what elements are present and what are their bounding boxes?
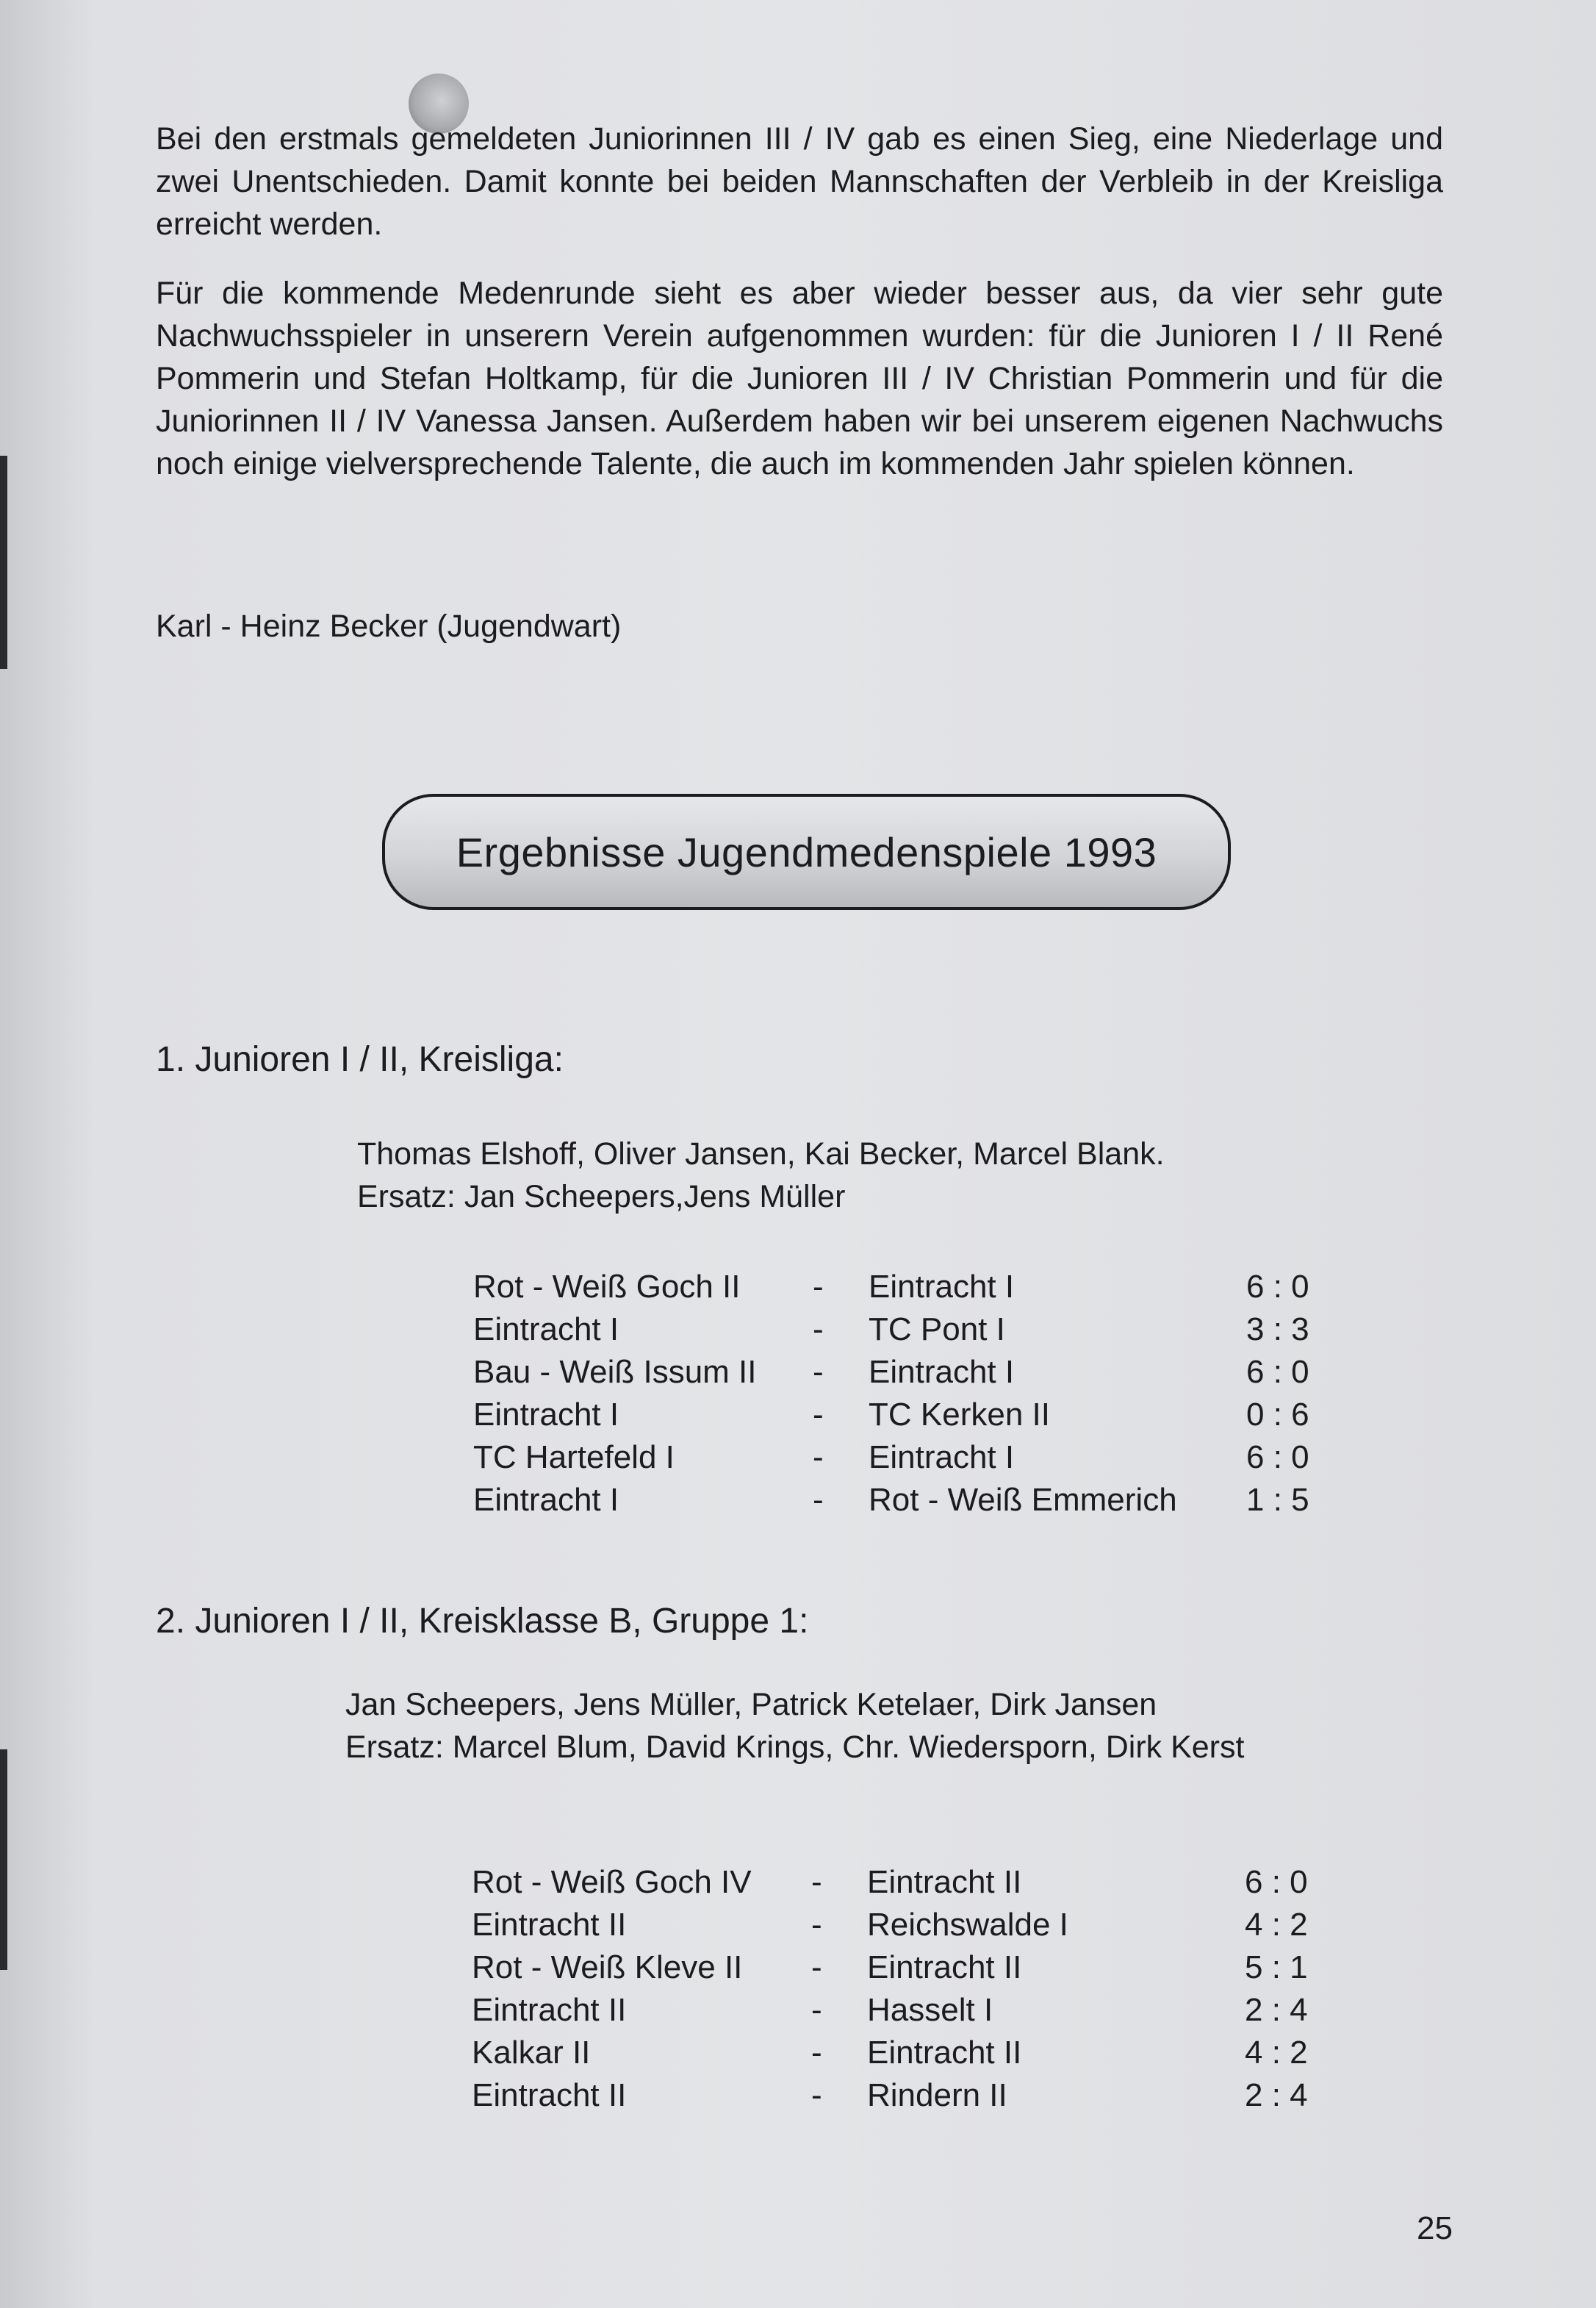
separator: - bbox=[813, 1482, 824, 1518]
away-team: Eintracht I bbox=[869, 1269, 1015, 1305]
binder-clip-mark bbox=[0, 456, 7, 566]
home-team: Rot - Weiß Kleve II bbox=[472, 1949, 743, 1985]
team-1-heading: 1. Junioren I / II, Kreisliga: bbox=[156, 1040, 564, 1079]
separator: - bbox=[811, 1864, 822, 1900]
team-2-results bbox=[472, 1864, 1324, 2120]
score: 5 : 1 bbox=[1245, 1949, 1308, 1985]
page-number: 25 bbox=[1417, 2210, 1453, 2246]
intro-paragraph-1: Bei den erstmals gemeldeten Juniorinnen III / IV gab es einen Sieg, eine Niederlage und zwei Unentschieden. Damit konnte bei beiden Mannschaften der Verbleib in der Kreisliga erreicht werden. bbox=[156, 121, 1443, 242]
away-team: Hasselt I bbox=[867, 1992, 993, 2028]
home-team: Eintracht II bbox=[472, 1907, 627, 1943]
separator: - bbox=[813, 1439, 824, 1475]
score: 6 : 0 bbox=[1246, 1269, 1309, 1305]
score: 4 : 2 bbox=[1245, 1907, 1308, 1943]
home-team: Bau - Weiß Issum II bbox=[473, 1354, 757, 1390]
section-title-box bbox=[382, 794, 1231, 910]
separator: - bbox=[813, 1397, 824, 1433]
match-row bbox=[472, 1992, 1324, 2035]
score: 2 : 4 bbox=[1245, 2077, 1308, 2113]
away-team: Eintracht II bbox=[867, 1949, 1022, 1985]
binder-clip-mark bbox=[0, 1860, 7, 1970]
home-team: Eintracht I bbox=[473, 1311, 619, 1347]
match-row bbox=[473, 1482, 1326, 1524]
team-2-substitutes: Ersatz: Marcel Blum, David Krings, Chr. Wiedersporn, Dirk Kerst bbox=[345, 1730, 1245, 1765]
score: 2 : 4 bbox=[1245, 1992, 1308, 2028]
home-team: Kalkar II bbox=[472, 2035, 591, 2071]
team-1-substitutes: Ersatz: Jan Scheepers,Jens Müller bbox=[357, 1179, 846, 1214]
away-team: Rot - Weiß Emmerich bbox=[869, 1482, 1177, 1518]
separator: - bbox=[811, 2035, 822, 2071]
away-team: Eintracht I bbox=[869, 1354, 1015, 1390]
separator: - bbox=[813, 1311, 824, 1347]
signature: Karl - Heinz Becker (Jugendwart) bbox=[156, 609, 622, 644]
home-team: Eintracht I bbox=[473, 1482, 619, 1518]
match-row bbox=[473, 1439, 1326, 1482]
separator: - bbox=[813, 1354, 824, 1390]
match-row bbox=[472, 2035, 1324, 2077]
match-row bbox=[473, 1354, 1326, 1397]
match-row bbox=[473, 1269, 1326, 1311]
score: 6 : 0 bbox=[1246, 1439, 1309, 1475]
binder-clip-mark bbox=[0, 1749, 7, 1860]
home-team: TC Hartefeld I bbox=[473, 1439, 675, 1475]
score: 6 : 0 bbox=[1246, 1354, 1309, 1390]
score: 1 : 5 bbox=[1246, 1482, 1309, 1518]
home-team: Eintracht II bbox=[472, 1992, 627, 2028]
away-team: Reichswalde I bbox=[867, 1907, 1068, 1943]
section-title: Ergebnisse Jugendmedenspiele 1993 bbox=[456, 828, 1157, 875]
team-1-results bbox=[473, 1269, 1326, 1524]
away-team: TC Kerken II bbox=[869, 1397, 1050, 1433]
team-1-players: Thomas Elshoff, Oliver Jansen, Kai Becker, Marcel Blank. bbox=[357, 1136, 1165, 1172]
match-row bbox=[472, 1864, 1324, 1907]
away-team: Eintracht II bbox=[867, 2035, 1022, 2071]
team-2-roster bbox=[345, 1683, 1308, 1768]
match-row bbox=[472, 2077, 1324, 2120]
separator: - bbox=[811, 1992, 822, 2028]
away-team: Rindern II bbox=[867, 2077, 1007, 2113]
score: 6 : 0 bbox=[1245, 1864, 1308, 1900]
away-team: Eintracht I bbox=[869, 1439, 1015, 1475]
separator: - bbox=[811, 2077, 822, 2113]
home-team: Rot - Weiß Goch II bbox=[473, 1269, 741, 1305]
separator: - bbox=[813, 1269, 824, 1305]
home-team: Rot - Weiß Goch IV bbox=[472, 1864, 752, 1900]
team-2-players: Jan Scheepers, Jens Müller, Patrick Ketelaer, Dirk Jansen bbox=[345, 1687, 1157, 1722]
away-team: TC Pont I bbox=[869, 1311, 1005, 1347]
match-row bbox=[472, 1907, 1324, 1949]
away-team: Eintracht II bbox=[867, 1864, 1022, 1900]
match-row bbox=[472, 1949, 1324, 1992]
score: 4 : 2 bbox=[1245, 2035, 1308, 2071]
separator: - bbox=[811, 1907, 822, 1943]
binder-clip-mark bbox=[0, 559, 7, 669]
separator: - bbox=[811, 1949, 822, 1985]
home-team: Eintracht II bbox=[472, 2077, 627, 2113]
team-1-roster bbox=[357, 1133, 1305, 1218]
home-team: Eintracht I bbox=[473, 1397, 619, 1433]
match-row bbox=[473, 1397, 1326, 1439]
score: 3 : 3 bbox=[1246, 1311, 1309, 1347]
intro-paragraph-2: Für die kommende Medenrunde sieht es aber wieder besser aus, da vier sehr gute Nachwuchsspieler in unserern Verein aufgenommen wurden: für die Junioren I / II René Pommerin und Stefan Holtkamp, für die Junioren III / IV Christian Pommerin und für die Juniorinnen II / IV Vanessa Jansen. Außerdem haben wir bei unserem eigenen Nachwuchs noch einige vielversprechende Talente, die auch im kommenden Jahr spielen können. bbox=[156, 276, 1443, 481]
score: 0 : 6 bbox=[1246, 1397, 1309, 1433]
match-row bbox=[473, 1311, 1326, 1354]
team-2-heading: 2. Junioren I / II, Kreisklasse B, Gruppe 1: bbox=[156, 1602, 809, 1641]
